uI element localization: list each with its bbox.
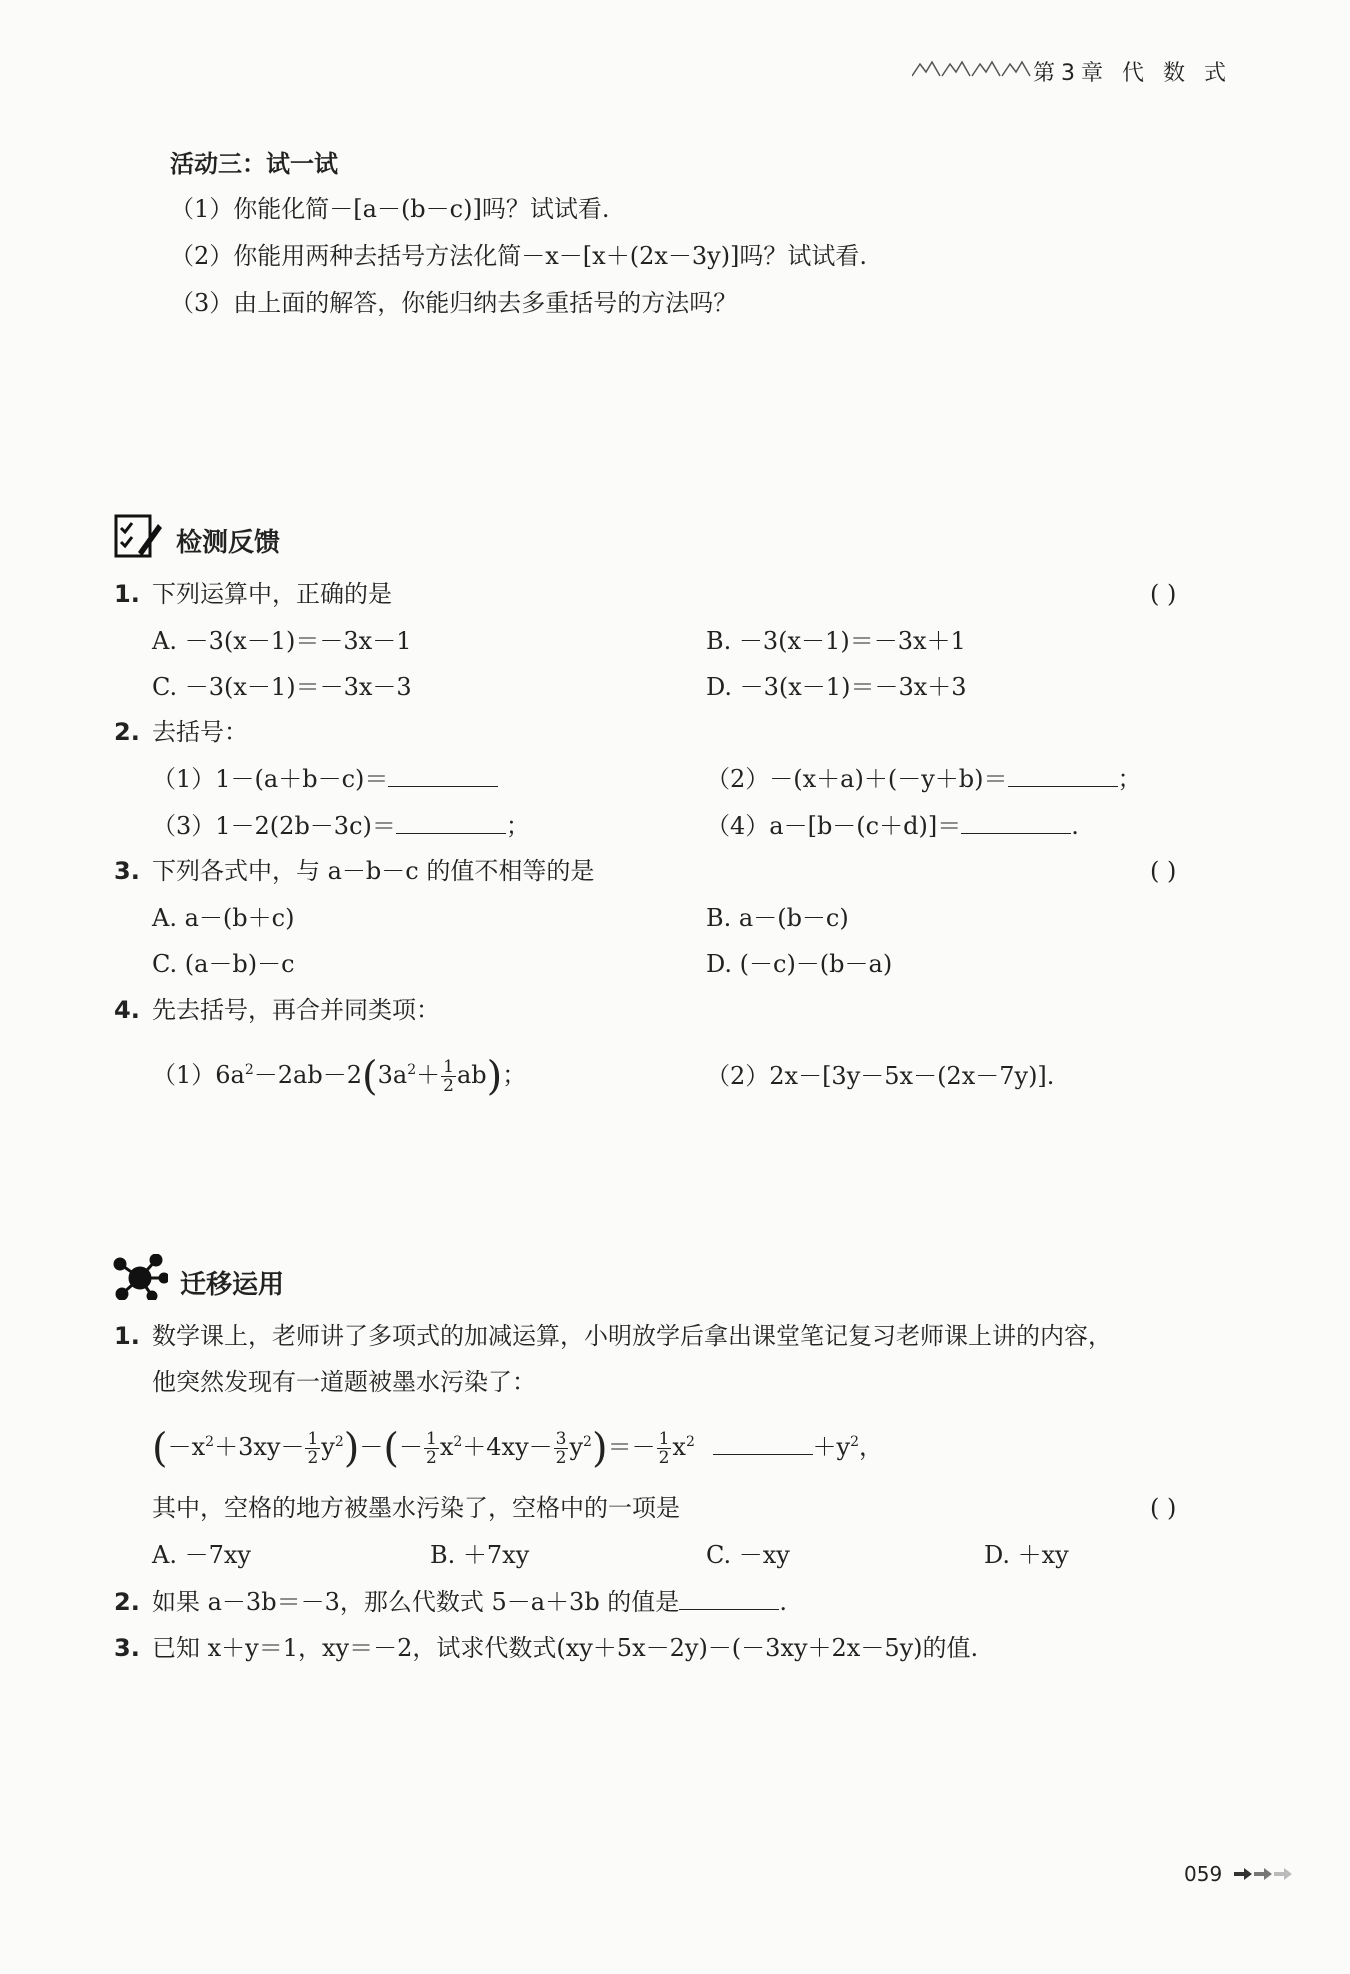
fraction: $\frac{1}{2}$ (443, 1057, 454, 1096)
answer-parentheses: ( ) (1150, 857, 1177, 885)
answer-blank[interactable] (388, 764, 498, 787)
question-stem-line2: 他突然发现有一道题被墨水污染了： (152, 1368, 536, 1396)
question-stem: 去括号： (152, 718, 248, 746)
question-stem: 先去括号，再合并同类项： (152, 996, 440, 1024)
chapter-header: 第3章 代 数 式 (1033, 61, 1232, 86)
question-number: 3. (114, 857, 140, 885)
answer-blank[interactable] (713, 1432, 813, 1455)
sub-question-2: （2）2x－[3y－5x－(2x－7y)]. (706, 1062, 1055, 1090)
option-c: C. (a－b)－c (152, 950, 295, 978)
answer-blank[interactable] (1008, 764, 1118, 787)
question-number: 2. (114, 718, 140, 746)
option-b: B. ＋7xy (430, 1541, 530, 1569)
option-c: C. －3(x－1)＝－3x－3 (152, 673, 412, 701)
sub-question-2: （2）－(x＋a)＋(－y＋b)＝ ； (706, 765, 1142, 793)
network-nodes-icon (112, 1254, 168, 1300)
sub-question-1: （1）1－(a＋b－c)＝ (152, 763, 498, 795)
sub-question-4: （4）a－[b－(c＋d)]＝ . (706, 812, 1079, 840)
answer-blank[interactable] (679, 1587, 779, 1610)
option-a: A. a－(b＋c) (152, 904, 295, 932)
sub-question-1: $(1)6a^2-2ab-2(3a^2+$ $\frac{1}{2}$ ab)； (152, 1053, 527, 1100)
question-number: 1. (114, 580, 140, 608)
question-number: 2. (114, 1588, 140, 1616)
question-stem: 如果 a－3b＝－3，那么代数式 5－a＋3b 的值是 . (152, 1588, 787, 1616)
answer-blank[interactable] (396, 811, 506, 834)
answer-parentheses: ( ) (1150, 1494, 1177, 1522)
activity3-q2: （2）你能用两种去括号方法化简－x－[x＋(2x－3y)]吗？试试看. (170, 242, 868, 270)
question-stem: 已知 x＋y＝1，xy＝－2，试求代数式(xy＋5x－2y)－(－3xy＋2x－5y)的值. (152, 1634, 979, 1662)
question-stem: 下列各式中，与 a－b－c 的值不相等的是 (152, 857, 595, 885)
checklist-pencil-icon (114, 512, 162, 562)
feedback-title: 检测反馈 (176, 528, 281, 558)
option-a: A. －3(x－1)＝－3x－1 (152, 627, 412, 655)
option-d: D. (－c)－(b－a) (706, 950, 893, 978)
page-number: 059 (1184, 1862, 1223, 1886)
option-d: D. －3(x－1)＝－3x＋3 (706, 673, 967, 701)
option-c: C. －xy (706, 1541, 790, 1569)
answer-blank[interactable] (961, 811, 1071, 834)
activity3-q1: （1）你能化简－[a－(b－c)]吗？试试看. (170, 195, 610, 223)
transfer-title: 迁移运用 (180, 1270, 285, 1300)
option-d: D. ＋xy (984, 1541, 1069, 1569)
question-stem-line3: 其中，空格的地方被墨水污染了，空格中的一项是 (152, 1494, 680, 1522)
activity3-title: 活动三：试一试 (170, 150, 338, 178)
question-stem: 下列运算中，正确的是 (152, 580, 392, 608)
option-b: B. －3(x－1)＝－3x＋1 (706, 627, 966, 655)
answer-parentheses: ( ) (1150, 580, 1177, 608)
mountain-decoration-icon (912, 58, 1032, 78)
option-a: A. －7xy (152, 1541, 251, 1569)
question-number: 3. (114, 1634, 140, 1662)
polluted-equation: ($-x^2+3xy-$ $\frac{1}{2}$ $y^2)-(-$ $\frac{1}{2}$ $x^2+4xy-$ $\frac{3}{2}$ $y^2)=-$ $\frac{1}{2}$ $x^2 +y^2$， (152, 1425, 883, 1472)
arrows-icon (1234, 1866, 1294, 1882)
question-stem-line1: 数学课上，老师讲了多项式的加减运算，小明放学后拿出课堂笔记复习老师课上讲的内容， (152, 1322, 1112, 1350)
question-number: 4. (114, 996, 140, 1024)
activity3-q3: （3）由上面的解答，你能归纳去多重括号的方法吗？ (170, 289, 738, 317)
sub-question-3: （3）1－2(2b－3c)＝ ； (152, 812, 530, 840)
option-b: B. a－(b－c) (706, 904, 849, 932)
question-number: 1. (114, 1322, 140, 1350)
